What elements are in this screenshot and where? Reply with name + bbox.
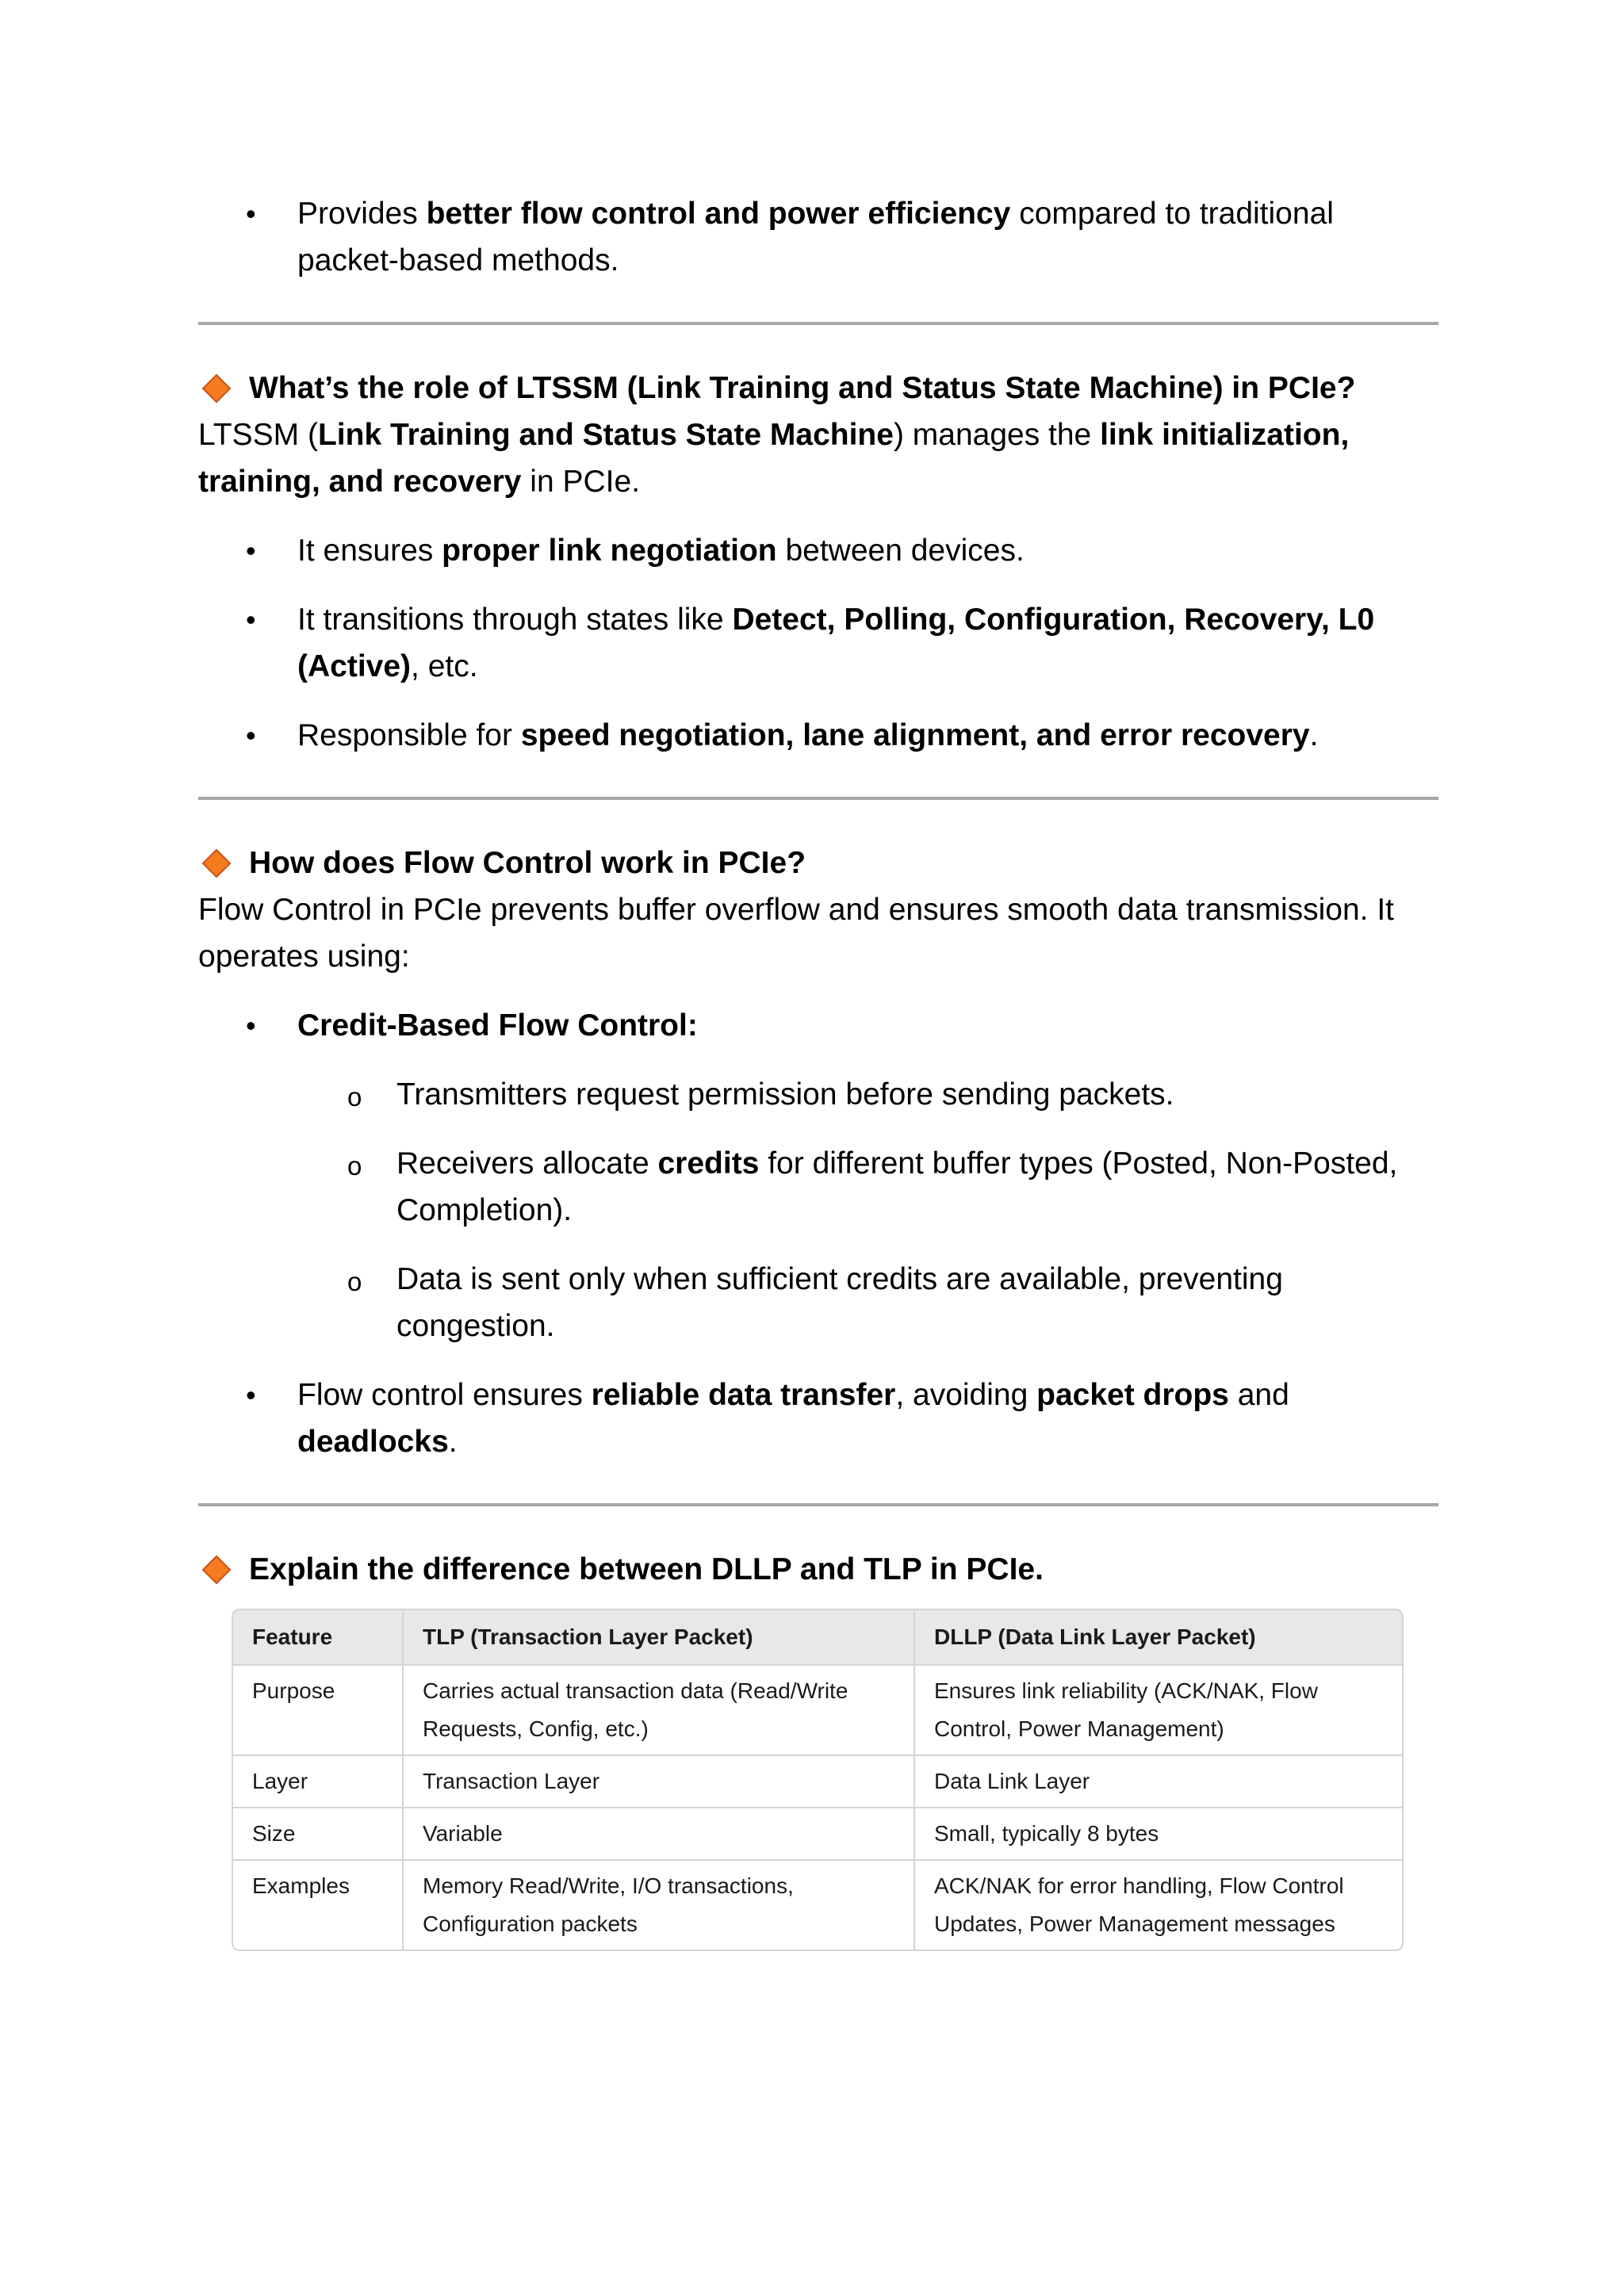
- list-item: [198, 596, 1438, 690]
- paragraph: [198, 411, 1438, 505]
- text: Receivers allocate: [396, 1146, 658, 1181]
- section-heading: [198, 1546, 1438, 1593]
- table-cell: Ensures link reliability (ACK/NAK, Flow Control, Power Management): [915, 1666, 1402, 1756]
- dllp-tlp-section: [198, 1546, 1438, 1951]
- table-cell: Memory Read/Write, I/O transactions, Configuration packets: [404, 1861, 915, 1950]
- text: LTSSM (: [198, 418, 318, 452]
- table-cell: Variable: [404, 1808, 915, 1861]
- section-heading: [198, 840, 1438, 886]
- list-item: [198, 190, 1438, 284]
- table-row: [233, 1808, 1402, 1861]
- flow-control-section: [198, 840, 1438, 1465]
- table-row: [233, 1666, 1402, 1756]
- table-row: [233, 1861, 1402, 1950]
- bold-text: credits: [657, 1146, 760, 1181]
- orange-diamond-icon: [202, 1555, 232, 1584]
- text: in PCIe.: [521, 465, 641, 499]
- text: ) manages the: [893, 418, 1101, 452]
- bold-text: link initialization, training, and recovery: [198, 418, 1350, 499]
- table-row: [233, 1756, 1402, 1808]
- text: , etc.: [411, 649, 478, 683]
- text: Responsible for: [297, 718, 521, 752]
- table-cell: Data Link Layer: [915, 1756, 1402, 1808]
- sub-list-item: [198, 1256, 1438, 1349]
- heading-text: How does Flow Control work in PCIe?: [249, 846, 806, 880]
- flow-list: [198, 1002, 1438, 1465]
- bold-text: Credit-Based Flow Control:: [297, 1008, 698, 1043]
- text: Transmitters request permission before sending packets.: [396, 1077, 1174, 1112]
- text: Data is sent only when sufficient credits are available, preventing congestion.: [396, 1262, 1283, 1343]
- bold-text: better flow control and power efficiency: [426, 197, 1011, 231]
- horizontal-rule: [198, 797, 1438, 800]
- table-header-cell: TLP (Transaction Layer Packet): [404, 1610, 915, 1666]
- text: and: [1228, 1378, 1289, 1412]
- text: .: [1309, 718, 1319, 752]
- text: Provides: [297, 197, 427, 231]
- ltssm-section: [198, 365, 1438, 759]
- bold-text: Link Training and Status State Machine: [317, 418, 894, 452]
- bold-text: proper link negotiation: [442, 534, 777, 568]
- text: between devices.: [776, 534, 1025, 568]
- sub-list-item: [198, 1071, 1438, 1118]
- table-cell: Carries actual transaction data (Read/Write Requests, Config, etc.): [404, 1666, 915, 1756]
- text: , avoiding: [895, 1378, 1037, 1412]
- bold-text: speed negotiation, lane alignment, and error recovery: [520, 718, 1310, 752]
- table-cell: Examples: [233, 1861, 404, 1950]
- comparison-table: [232, 1609, 1404, 1951]
- paragraph: Flow Control in PCIe prevents buffer overflow and ensures smooth data transmission. It operates using:: [198, 893, 1394, 974]
- table-cell: Layer: [233, 1756, 404, 1808]
- sub-list-item: [198, 1140, 1438, 1234]
- text: compared to traditional packet-based methods.: [297, 197, 1334, 277]
- table-cell: Size: [233, 1808, 404, 1861]
- list-item: [198, 527, 1438, 574]
- text: Flow control ensures: [297, 1378, 592, 1412]
- intro-list: [198, 190, 1438, 284]
- table-header-cell: DLLP (Data Link Layer Packet): [915, 1610, 1402, 1666]
- bold-text: deadlocks: [297, 1425, 449, 1459]
- orange-diamond-icon: [202, 848, 232, 878]
- list-item: [198, 1372, 1438, 1465]
- table-cell: ACK/NAK for error handling, Flow Control Updates, Power Management messages: [934, 1873, 1344, 1936]
- table-header-row: [233, 1610, 1402, 1666]
- section-heading: [198, 365, 1438, 411]
- orange-diamond-icon: [202, 373, 232, 403]
- text: It ensures: [297, 534, 442, 568]
- bold-text: Detect, Polling, Configuration, Recovery, L0 (Active): [297, 603, 1375, 683]
- list-item: [198, 712, 1438, 759]
- bold-text: packet drops: [1036, 1378, 1229, 1412]
- credit-sub-list: [297, 1071, 1438, 1349]
- ltssm-list: [198, 527, 1438, 759]
- document-page: [198, 190, 1438, 1951]
- table-cell: Transaction Layer: [404, 1756, 915, 1808]
- heading-text: What’s the role of LTSSM (Link Training and Status State Machine) in PCIe?: [249, 371, 1356, 405]
- text: .: [448, 1425, 458, 1459]
- horizontal-rule: [198, 1503, 1438, 1506]
- bold-text: reliable data transfer: [591, 1378, 896, 1412]
- table-header-cell: Feature: [233, 1610, 404, 1666]
- table-cell: Small, typically 8 bytes: [915, 1808, 1402, 1861]
- text: for different buffer types (Posted, Non-Posted, Completion).: [396, 1146, 1398, 1227]
- horizontal-rule: [198, 322, 1438, 325]
- text: It transitions through states like: [297, 603, 733, 637]
- table-cell: Purpose: [233, 1666, 404, 1756]
- heading-text: Explain the difference between DLLP and TLP in PCIe.: [249, 1552, 1044, 1586]
- list-item: [198, 1002, 1438, 1349]
